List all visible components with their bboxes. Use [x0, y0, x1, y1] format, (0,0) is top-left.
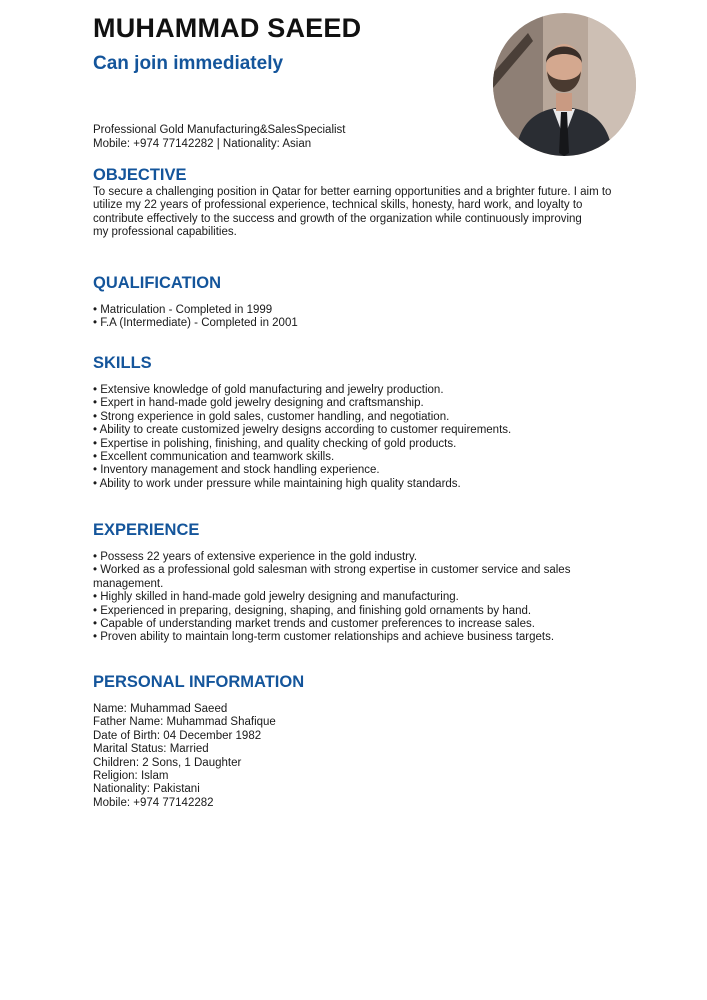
objective-line: contribute effectively to the success and growth of the organization while continuously improving — [93, 212, 582, 225]
list-item: • Matriculation - Completed in 1999 — [93, 304, 273, 316]
contact-line: Mobile: +974 77142282 | Nationality: Asian — [93, 138, 312, 150]
skills-list — [93, 384, 628, 491]
list-item: • Experienced in preparing, designing, shaping, and finishing gold ornaments by hand. — [93, 604, 532, 617]
list-item: • Ability to create customized jewelry designs according to customer requirements. — [93, 424, 512, 437]
personal-info-list — [93, 703, 628, 810]
list-item: • Possess 22 years of extensive experience in the gold industry. — [93, 551, 418, 563]
list-item: • Capable of understanding market trends and customer preferences to increase sales. — [93, 618, 535, 631]
list-item: management. — [93, 577, 164, 590]
profile-photo-icon — [493, 13, 636, 156]
availability-tagline: Can join immediately — [93, 53, 284, 74]
list-item: • Inventory management and stock handling experience. — [93, 464, 380, 477]
personal-info-marital-status: Marital Status: Married — [93, 743, 209, 756]
qualification-heading: QUALIFICATION — [93, 274, 222, 292]
experience-heading: EXPERIENCE — [93, 521, 200, 539]
skills-heading: SKILLS — [93, 354, 152, 372]
candidate-name: MUHAMMAD SAEED — [93, 13, 362, 43]
personal-info-heading: PERSONAL INFORMATION — [93, 673, 305, 691]
personal-info-nationality: Nationality: Pakistani — [93, 783, 200, 796]
list-item: • Excellent communication and teamwork skills. — [93, 451, 335, 464]
list-item: • Strong experience in gold sales, customer handling, and negotiation. — [93, 410, 450, 423]
objective-line: utilize my 22 years of professional experience, technical skills, honesty, hard work, and loyalty to — [93, 199, 583, 212]
objective-line: my professional capabilities. — [93, 226, 237, 239]
list-item: • Highly skilled in hand-made gold jewelry designing and manufacturing. — [93, 591, 459, 604]
objective-heading: OBJECTIVE — [93, 166, 187, 184]
list-item: • F.A (Intermediate) - Completed in 2001 — [93, 317, 298, 330]
experience-list — [93, 551, 628, 645]
personal-info-dob: Date of Birth: 04 December 1982 — [93, 729, 262, 742]
qualification-list — [93, 304, 628, 331]
objective-line: To secure a challenging position in Qatar for better earning opportunities and a brighter future. I aim to — [93, 186, 612, 198]
objective-text — [93, 186, 628, 240]
list-item: • Worked as a professional gold salesman with strong expertise in customer service and sales — [93, 564, 571, 577]
list-item: • Expertise in polishing, finishing, and quality checking of gold products. — [93, 437, 457, 450]
personal-info-name: Name: Muhammad Saeed — [93, 703, 228, 715]
personal-info-children: Children: 2 Sons, 1 Daughter — [93, 756, 242, 769]
list-item: • Ability to work under pressure while maintaining high quality standards. — [93, 477, 461, 490]
list-item: • Expert in hand-made gold jewelry designing and craftsmanship. — [93, 397, 424, 410]
personal-info-mobile: Mobile: +974 77142282 — [93, 796, 214, 809]
professional-title: Professional Gold Manufacturing&SalesSpecialist — [93, 124, 346, 136]
intro-block — [93, 123, 346, 151]
personal-info-father-name: Father Name: Muhammad Shafique — [93, 716, 276, 729]
profile-photo — [493, 13, 636, 156]
personal-info-religion: Religion: Islam — [93, 770, 169, 783]
list-item: • Proven ability to maintain long-term customer relationships and achieve business targets. — [93, 631, 555, 644]
list-item: • Extensive knowledge of gold manufacturing and jewelry production. — [93, 384, 444, 396]
